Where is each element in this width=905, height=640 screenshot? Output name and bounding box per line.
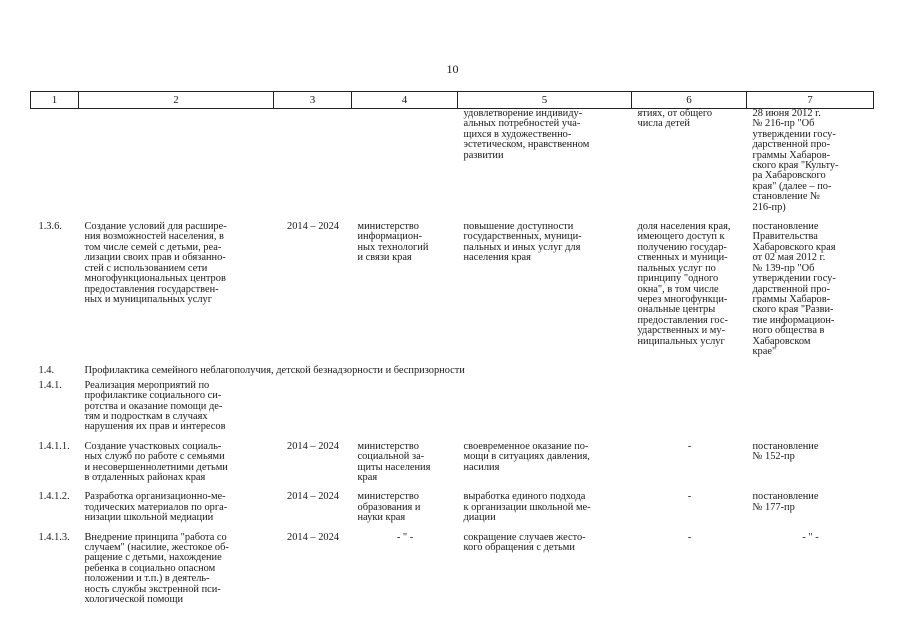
executor [352, 109, 458, 214]
measure-name: Создание участковых социаль- ных служб по работе с семьями и несовершеннолетними детьми в отдаленных районах края [84, 440, 228, 483]
header-col-3: 3 [274, 92, 352, 109]
period [274, 109, 352, 214]
expected-result: повышение доступности государственных, муници- пальных и иных услуг для населения края [463, 221, 582, 264]
expected-result [458, 381, 632, 433]
table-row [31, 492, 874, 523]
row-number: 1.4.1.2. [38, 491, 70, 503]
executor [352, 381, 458, 433]
measure-name: Реализация мероприятий по профилактике социального си- ротства и оказание помощи де- тям и подросткам в случаях нарушения их прав и интересов [84, 379, 226, 433]
row-number: 1.4.1. [38, 379, 62, 391]
row-number: 1.4.1.3. [38, 531, 70, 543]
legal-document [747, 381, 874, 433]
measure-name [79, 109, 274, 214]
header-col-4: 4 [352, 92, 458, 109]
executor: министерство социальной за- щиты населения края [357, 440, 431, 483]
expected-result: сокращение случаев жесто- кого обращения с детьми [463, 531, 586, 554]
executor: министерство образования и науки края [357, 491, 421, 524]
table-row [31, 109, 874, 214]
expected-result: выработка единого подхода к организации школьной ме- диации [463, 491, 591, 524]
indicator: - [687, 440, 692, 452]
header-col-2: 2 [79, 92, 274, 109]
executor: министерство информацион- ных технологий и связи края [357, 221, 429, 264]
header-col-5: 5 [458, 92, 632, 109]
table-row [31, 533, 874, 606]
section-title: Профилактика семейного неблагополучия, детской безнадзорности и беспризорности [84, 365, 465, 377]
measure-name: Создание условий для расшире- ния возможностей населения, в том числе семей с детьми, реа- лизации своих прав и обязанно- стей с использованием сети многофункциональных центров предоставления государствен- ных и муниципальных услуг [84, 221, 227, 305]
row-number: 1.3.6. [38, 221, 62, 233]
indicator: доля населения края, имеющего доступ к получению государ- ственных и муници- пальных услуг по принципу "одного окна", в том числе через многофункци- ональные центры предоставления гос- ударственных и му- ниципальных услуг [637, 221, 731, 347]
period: 2014 – 2024 [287, 440, 339, 452]
header-col-7: 7 [747, 92, 874, 109]
row-number: 1.4.1.1. [38, 440, 70, 452]
legal-document: постановление № 152-пр [752, 440, 819, 463]
section-number: 1.4. [38, 365, 55, 377]
indicator: ятиях, от общего числа детей [637, 108, 713, 130]
indicator: - [687, 491, 692, 503]
expected-result: удовлетворение индивиду- альных потребностей уча- щихся в художественно- эстетическом, нравственном развитии [463, 108, 590, 161]
header-col-1: 1 [31, 92, 79, 109]
row-number [31, 109, 79, 214]
page-number: 10 [446, 62, 459, 76]
indicator [632, 381, 747, 433]
legal-document: постановление Правительства Хабаровского края от 02 мая 2012 г. № 139-пр "Об утверждении госу- дарственной про- граммы Хабаров- ского края "Разви- тие информацион- ного общества в Хабаровском крае" [752, 221, 836, 357]
period: 2014 – 2024 [287, 221, 339, 233]
measures-table [30, 91, 874, 605]
measure-name: Разработка организационно-ме- тодических материалов по орга- низации школьной медиации [84, 491, 228, 524]
indicator: - [687, 531, 692, 543]
section-row [31, 366, 874, 376]
table-row [31, 442, 874, 484]
executor: - " - [396, 531, 414, 543]
period [274, 381, 352, 433]
header-col-6: 6 [632, 92, 747, 109]
legal-document: 28 июня 2012 г. № 216-пр "Об утверждении госу- дарственной про- граммы Хабаров- ского края "Культу- ра Хабаровского края" (далее – по- становление № 216-пр) [752, 108, 839, 213]
table-row [31, 381, 874, 433]
period: 2014 – 2024 [287, 491, 339, 503]
table-header-row [31, 92, 874, 109]
measure-name: Внедрение принципа "работа со случаем" (насилие, жестокое об- ращение с детьми, нахождение ребенка в социально опасном положении и т.п.) в деятель- ность службы экстренной пси- хологической помощи [84, 531, 229, 606]
period: 2014 – 2024 [287, 531, 339, 543]
expected-result: своевременное оказание по- мощи в ситуациях давления, насилия [463, 440, 590, 473]
legal-document: - " - [802, 531, 819, 543]
table-row [31, 222, 874, 357]
legal-document: постановление № 177-пр [752, 491, 819, 513]
